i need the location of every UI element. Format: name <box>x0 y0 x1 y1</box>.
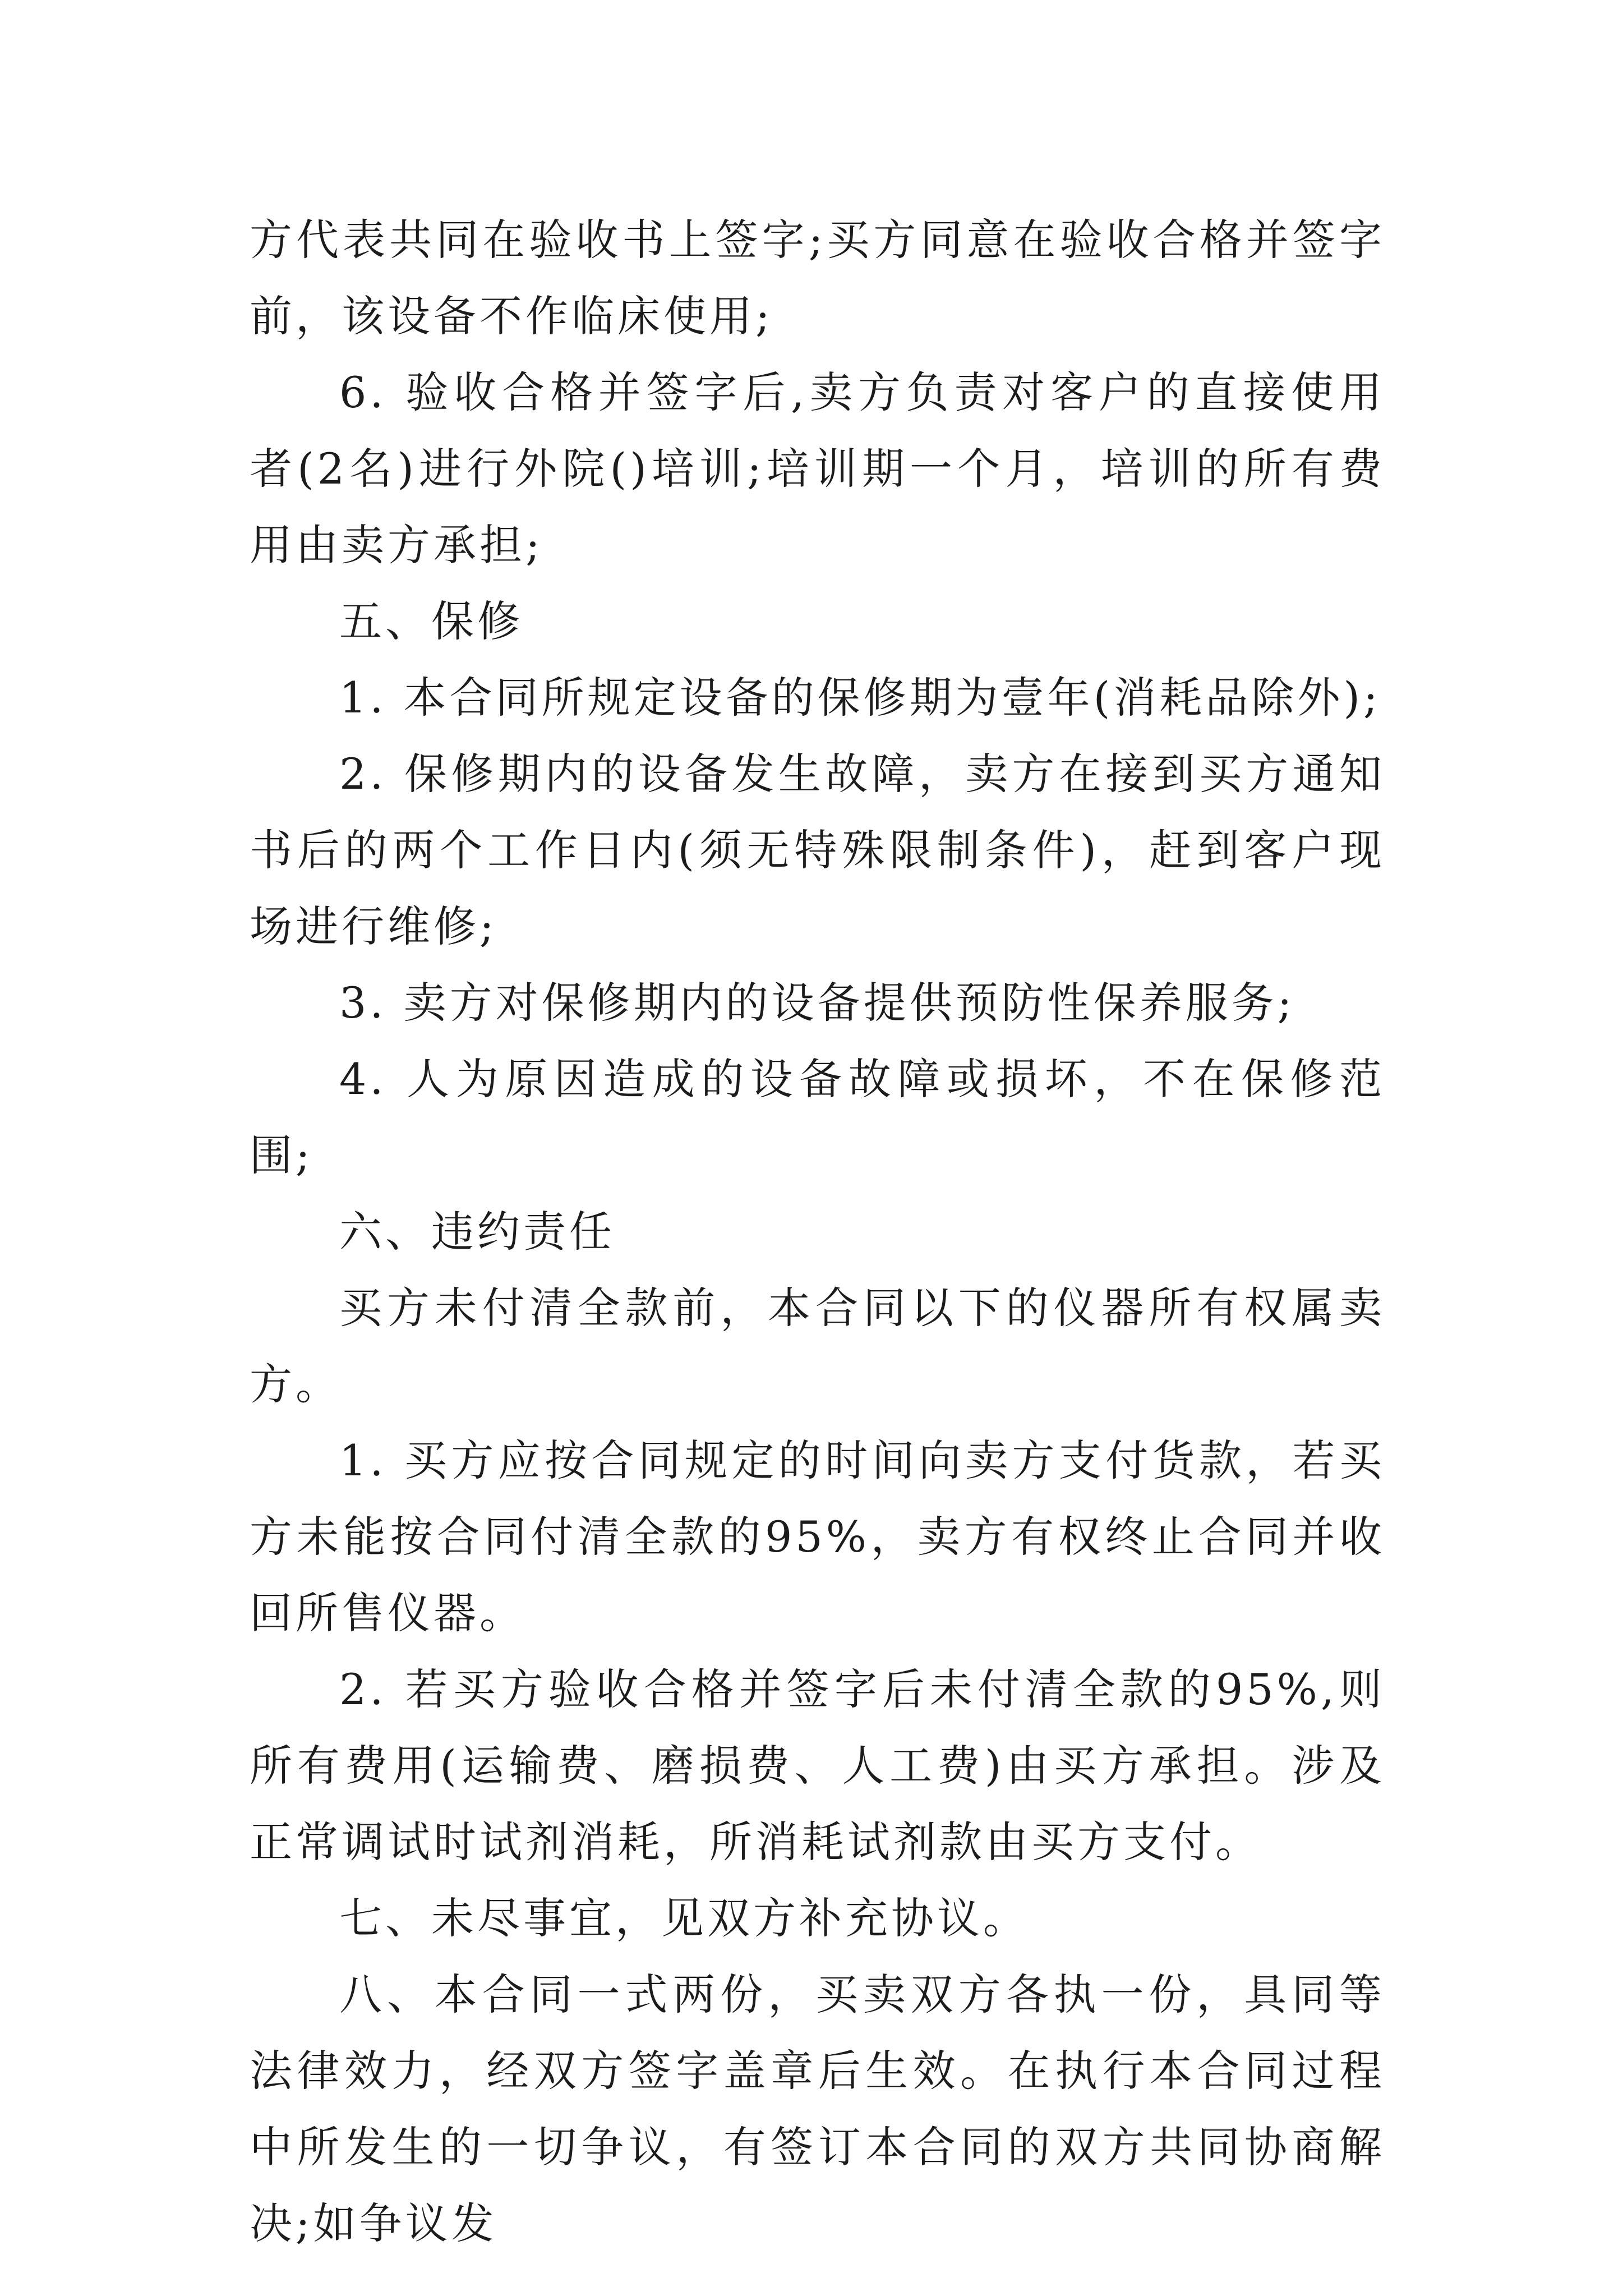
paragraph-preventive-maintenance: 3. 卖方对保修期内的设备提供预防性保养服务; <box>339 978 1295 1028</box>
section-heading-warranty: 五、保修 <box>339 596 523 646</box>
section-heading-liability: 六、违约责任 <box>339 1207 615 1257</box>
section-heading-supplementary: 七、未尽事宜，见双方补充协议。 <box>339 1893 1029 1943</box>
paragraph-fault-response: 2. 保修期内的设备发生故障，卖方在接到买方通知书后的两个工作日内(须无特殊限制条件)，赶到客户现场进行维修; <box>250 749 1385 951</box>
document-body <box>250 202 1385 2262</box>
paragraph-payment-termination: 1. 买方应按合同规定的时间向卖方支付货款，若买方未能按合同付清全款的95%，卖方有权终止合同并收回所售仪器。 <box>250 1435 1385 1638</box>
paragraph-warranty-period: 1. 本合同所规定设备的保修期为壹年(消耗品除外); <box>339 673 1381 723</box>
paragraph-warranty-exclusion: 4. 人为原因造成的设备故障或损坏，不在保修范围; <box>250 1054 1385 1180</box>
paragraph-ownership: 买方未付清全款前，本合同以下的仪器所有权属卖方。 <box>250 1283 1385 1409</box>
paragraph-cost-liability: 2. 若买方验收合格并签字后未付清全款的95%,则所有费用(运输费、磨损费、人工费)由买方承担。涉及正常调试时试剂消耗，所消耗试剂款由买方支付。 <box>250 1664 1385 1867</box>
paragraph-acceptance-signing: 方代表共同在验收书上签字;买方同意在验收合格并签字前，该设备不作临床使用; <box>250 215 1385 341</box>
paragraph-training: 6. 验收合格并签字后,卖方负责对客户的直接使用者(2名)进行外院()培训;培训期一个月，培训的所有费用由卖方承担; <box>250 367 1385 570</box>
paragraph-copies-effect: 八、本合同一式两份，买卖双方各执一份，具同等法律效力，经双方签字盖章后生效。在执行本合同过程中所发生的一切争议，有签订本合同的双方共同协商解决;如争议发 <box>250 1970 1385 2248</box>
